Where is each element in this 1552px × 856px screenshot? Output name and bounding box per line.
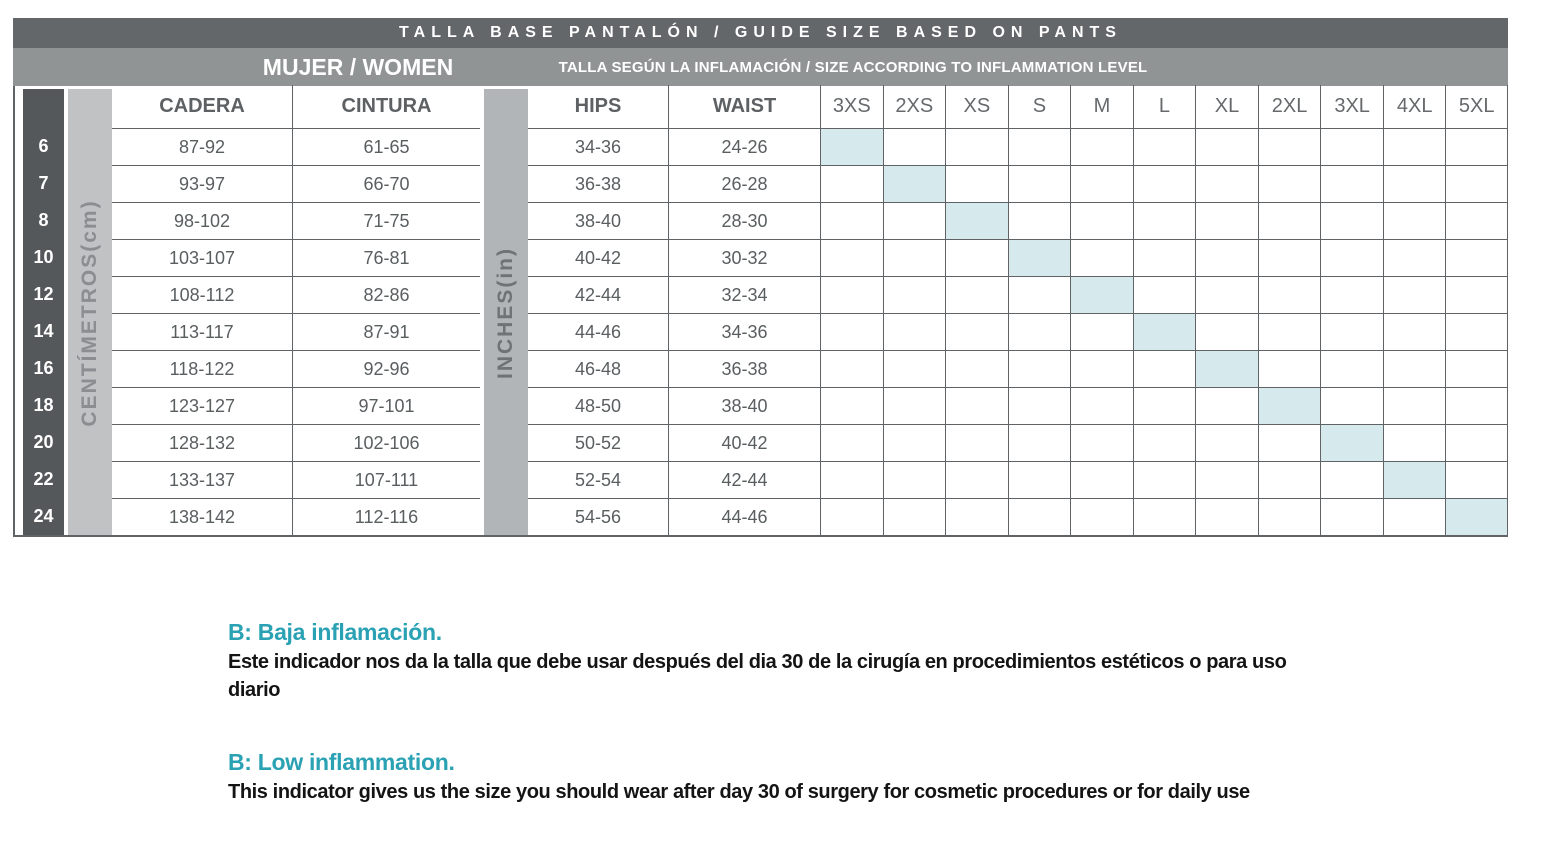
size-cell [945,165,1008,202]
size-cell [1445,313,1508,350]
note-title-spanish: B: Baja inflamación. [228,619,442,645]
size-cell [1258,128,1321,165]
cm-measurements-grid [112,85,480,535]
cintura-value: 87-91 [292,313,480,350]
size-cell [1133,350,1196,387]
size-cell [883,498,946,535]
size-column-header: 2XL [1258,85,1321,128]
cadera-value: 133-137 [112,461,292,498]
size-cell [1195,387,1258,424]
size-cell [1258,239,1321,276]
size-cell [1195,424,1258,461]
row-size-number: 18 [33,395,54,415]
note-gap [228,704,1318,748]
size-cell [1070,313,1133,350]
size-cell [1008,350,1071,387]
size-cell [820,461,883,498]
size-cell [1320,239,1383,276]
size-cell [1383,387,1446,424]
size-cell [1445,350,1508,387]
row-size-number: 14 [33,321,54,341]
size-cell [1133,239,1196,276]
cadera-value: 123-127 [112,387,292,424]
size-cell [1195,313,1258,350]
size-cell [883,424,946,461]
size-cell [1320,498,1383,535]
size-cell [1383,498,1446,535]
size-cell [1133,276,1196,313]
size-cell [883,461,946,498]
inflammation-level-header: TALLA SEGÚN LA INFLAMACIÓN / SIZE ACCORDING TO INFLAMMATION LEVEL [558,58,1148,76]
size-column-header: S [1008,85,1071,128]
hips-value: 42-44 [528,276,668,313]
size-selection-grid [820,85,1508,535]
size-column-header: M [1070,85,1133,128]
column-header-waist: WAIST [668,85,820,128]
size-cell [1195,239,1258,276]
number-column-spacer [23,89,64,128]
size-cell [945,498,1008,535]
note-body-english: This indicator gives us the size you should wear after day 30 of surgery for cosmetic procedures or for daily use [228,781,1250,803]
cadera-value: 138-142 [112,498,292,535]
size-cell [1008,498,1071,535]
size-cell-highlighted [1195,350,1258,387]
size-column-header: XS [945,85,1008,128]
size-cell [1195,461,1258,498]
size-cell [820,313,883,350]
size-cell [1383,424,1446,461]
cadera-value: 103-107 [112,239,292,276]
size-cell [1445,239,1508,276]
size-cell [1445,128,1508,165]
table-left-border [13,86,15,537]
size-cell [1008,276,1071,313]
size-cell [883,276,946,313]
size-cell [1195,165,1258,202]
size-cell [1195,498,1258,535]
size-cell [1070,424,1133,461]
hips-value: 44-46 [528,313,668,350]
size-cell [1383,276,1446,313]
size-cell [1195,202,1258,239]
size-column-header: 3XS [820,85,883,128]
size-cell [1070,461,1133,498]
row-size-number: 6 [38,136,49,156]
size-cell [883,128,946,165]
size-cell [1008,387,1071,424]
inches-band [484,89,528,537]
size-cell [1383,202,1446,239]
size-column-header: 5XL [1445,85,1508,128]
size-cell [1383,313,1446,350]
size-cell-highlighted [883,165,946,202]
row-size-number: 20 [33,432,54,452]
size-cell [1133,387,1196,424]
hips-value: 50-52 [528,424,668,461]
waist-value: 40-42 [668,424,820,461]
size-cell [1070,498,1133,535]
table-bottom-border [13,535,1508,537]
waist-value: 42-44 [668,461,820,498]
chart-title: TALLA BASE PANTALÓN / GUIDE SIZE BASED ON PANTS [399,24,1122,41]
size-cell [1133,424,1196,461]
row-size-number: 24 [33,506,54,526]
hips-value: 48-50 [528,387,668,424]
hips-value: 46-48 [528,350,668,387]
centimeters-band [68,89,112,537]
size-cell [883,387,946,424]
size-cell [1258,424,1321,461]
chart-title-bar [13,18,1508,48]
row-size-number: 16 [33,358,54,378]
size-cell [1070,128,1133,165]
size-cell [820,239,883,276]
size-cell [1445,387,1508,424]
size-column-header: XL [1195,85,1258,128]
column-header-cintura: CINTURA [292,85,480,128]
size-cell [945,424,1008,461]
size-cell [1445,165,1508,202]
size-cell [1320,461,1383,498]
waist-value: 36-38 [668,350,820,387]
cadera-value: 93-97 [112,165,292,202]
size-cell [1195,128,1258,165]
cintura-value: 82-86 [292,276,480,313]
row-size-number: 12 [33,284,54,304]
size-cell [1070,202,1133,239]
size-cell [883,239,946,276]
size-cell-highlighted [1445,498,1508,535]
cintura-value: 76-81 [292,239,480,276]
size-cell [1445,424,1508,461]
cadera-value: 98-102 [112,202,292,239]
size-cell [820,387,883,424]
gender-header: MUJER / WOMEN [262,53,454,80]
size-cell [1258,276,1321,313]
waist-value: 32-34 [668,276,820,313]
size-cell [945,239,1008,276]
size-cell [1383,239,1446,276]
size-column-header: 3XL [1320,85,1383,128]
size-cell [1445,276,1508,313]
size-cell [820,276,883,313]
row-size-number: 7 [38,173,49,193]
cadera-value: 87-92 [112,128,292,165]
size-cell [945,276,1008,313]
size-cell [1133,202,1196,239]
waist-value: 30-32 [668,239,820,276]
cadera-value: 108-112 [112,276,292,313]
size-cell [1008,313,1071,350]
cintura-value: 92-96 [292,350,480,387]
size-cell [820,202,883,239]
cintura-value: 102-106 [292,424,480,461]
size-cell [1008,128,1071,165]
size-cell [1320,202,1383,239]
row-size-number: 8 [38,210,49,230]
size-cell [1070,239,1133,276]
hips-value: 52-54 [528,461,668,498]
size-cell [1258,461,1321,498]
cintura-value: 107-111 [292,461,480,498]
size-cell-highlighted [820,128,883,165]
size-cell [1195,276,1258,313]
size-cell-highlighted [1320,424,1383,461]
size-cell-highlighted [1008,239,1071,276]
size-cell [1383,128,1446,165]
size-column-header: 4XL [1383,85,1446,128]
hips-value: 34-36 [528,128,668,165]
size-cell [1008,424,1071,461]
cintura-value: 66-70 [292,165,480,202]
waist-value: 26-28 [668,165,820,202]
size-cell [883,313,946,350]
waist-value: 34-36 [668,313,820,350]
size-column-header: 2XS [883,85,946,128]
size-cell [1320,128,1383,165]
size-cell [1008,165,1071,202]
size-cell [820,350,883,387]
inches-label: INCHES(in) [494,247,517,379]
row-size-number: 10 [33,247,54,267]
size-cell [945,128,1008,165]
size-cell [1258,498,1321,535]
size-cell [1258,202,1321,239]
cadera-value: 113-117 [112,313,292,350]
size-cell [945,461,1008,498]
size-cell [1383,350,1446,387]
cintura-value: 112-116 [292,498,480,535]
size-cell [1320,387,1383,424]
hips-value: 36-38 [528,165,668,202]
size-cell-highlighted [1133,313,1196,350]
cintura-value: 71-75 [292,202,480,239]
size-cell [945,313,1008,350]
column-header-cadera: CADERA [159,95,245,117]
size-cell [945,387,1008,424]
size-cell [820,498,883,535]
inch-measurements-grid [528,85,820,535]
size-cell [1258,350,1321,387]
size-cell [1320,313,1383,350]
size-cell [1320,350,1383,387]
size-cell [1383,165,1446,202]
size-cell-highlighted [945,202,1008,239]
size-column-header: L [1133,85,1196,128]
note-body-spanish: Este indicador nos da la talla que debe usar después del dia 30 de la cirugía en procedimientos estéticos o para uso diario [228,651,1287,701]
note-title-english: B: Low inflammation. [228,749,455,775]
size-cell [1133,461,1196,498]
size-cell [945,350,1008,387]
size-cell [883,350,946,387]
notes-section [228,618,1318,806]
column-header-hips: HIPS [574,95,622,117]
size-cell [1070,387,1133,424]
size-cell [1008,202,1071,239]
size-cell [1133,498,1196,535]
cintura-value: 97-101 [292,387,480,424]
size-cell [1320,276,1383,313]
centimeters-label: CENTÍMETROS(cm) [78,199,101,427]
size-cell [883,202,946,239]
size-cell [1133,165,1196,202]
waist-value: 24-26 [668,128,820,165]
size-cell-highlighted [1383,461,1446,498]
size-cell [1070,165,1133,202]
size-cell [1133,128,1196,165]
cadera-value: 118-122 [112,350,292,387]
size-cell-highlighted [1258,387,1321,424]
size-cell [1008,461,1071,498]
row-size-number: 22 [33,469,54,489]
size-cell [1258,165,1321,202]
size-cell [1258,313,1321,350]
size-cell [1445,461,1508,498]
hips-value: 38-40 [528,202,668,239]
size-cell [820,424,883,461]
cadera-value: 128-132 [112,424,292,461]
waist-value: 44-46 [668,498,820,535]
size-cell [820,165,883,202]
size-cell [1445,202,1508,239]
hips-value: 54-56 [528,498,668,535]
waist-value: 38-40 [668,387,820,424]
waist-value: 28-30 [668,202,820,239]
size-number-column [23,89,64,537]
size-cell-highlighted [1070,276,1133,313]
hips-value: 40-42 [528,239,668,276]
cintura-value: 61-65 [292,128,480,165]
size-cell [1070,350,1133,387]
size-cell [1320,165,1383,202]
subheader-band [13,48,1508,86]
